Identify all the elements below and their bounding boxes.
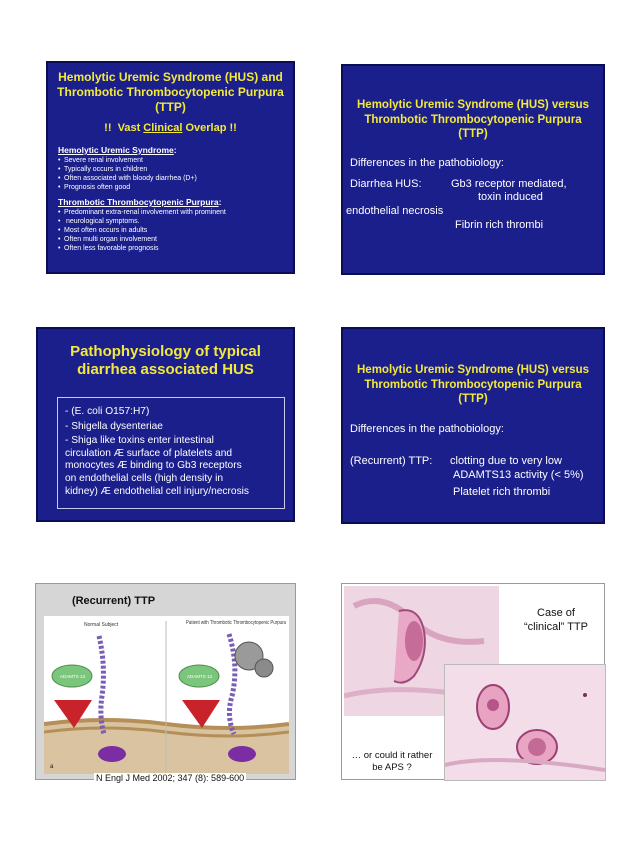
slide-title: (Recurrent) TTP [71,595,156,607]
mechanism-line-2: toxin induced [478,191,543,203]
list-item: - Shigella dysenteriae [65,420,163,432]
differences-label: Differences in the pathobiology: [350,157,504,169]
thrombi-type: Fibrin rich thrombi [455,219,544,231]
aps-caption: … or could it rather be APS ? [351,750,433,773]
ttp-list [58,208,290,253]
panel-right-title: Patient with Thrombotic Thrombocytopenic Purpura [186,620,287,626]
hus-list [58,156,290,192]
slide-clinical-ttp-case [341,583,605,780]
ttp-heading: Thrombotic Thrombocytopenic Purpura: [58,197,222,207]
overlap-banner: !! Vast Clinical Overlap !! [104,122,237,134]
panel-left-title: Normal Subject [84,622,119,628]
mechanism-line-1: clotting due to very low [450,455,562,467]
items [58,398,284,498]
microscopy-vessel-bottom [445,665,605,780]
content-box [57,397,285,509]
differences-label: Differences in the pathobiology: [350,423,504,435]
histology-image-bottom [444,664,606,781]
slide-title: Pathophysiology of typical diarrhea associated HUS [70,343,261,378]
list-item: • Most often occurs in adults [58,226,290,235]
thrombi-type: Platelet rich thrombi [453,486,551,498]
slide-hus-vs-ttp-recurrent [341,327,605,524]
list-item: • Prognosis often good [58,183,290,192]
list-item: circulation Æ surface of platelets and [65,447,233,459]
slide-hus-ttp-overlap [46,61,295,274]
list-item: - Shiga like toxins enter intestinal [65,435,214,447]
list-item: • Often associated with bloody diarrhea (D+) [58,174,290,183]
diarrhea-hus-label: Diarrhea HUS: [350,178,422,190]
slide-recurrent-ttp-figure [35,583,296,783]
nejm-figure [44,616,289,774]
slide-pathophysiology-hus [36,327,295,522]
hus-heading: Hemolytic Uremic Syndrome: [58,145,177,155]
list-item-continuation: • neurological symptoms. [58,217,290,226]
slide-hus-vs-ttp-diarrhea [341,64,605,275]
slide-title: Hemolytic Uremic Syndrome (HUS) and Thrombotic Thrombocytopenic Purpura (TTP) [57,70,284,114]
list-item: • Severe renal involvement [58,156,290,165]
mechanism-line-2: ADAMTS13 activity (< 5%) [453,469,584,481]
panel-letter: a [50,764,54,770]
weibel-palade-right [228,746,256,762]
mechanism-line-3: endothelial necrosis [346,205,444,217]
slide-title: Hemolytic Uremic Syndrome (HUS) versus Thrombotic Thrombocytopenic Purpura (TTP) [357,364,589,405]
slide-title: Hemolytic Uremic Syndrome (HUS) versus Thrombotic Thrombocytopenic Purpura (TTP) [357,99,589,140]
list-item: kidney) Æ endothelial cell injury/necrosis [65,485,250,497]
mechanism-line-1: Gb3 receptor mediated, [451,178,567,190]
list-item: - (E. coli O157:H7) [65,406,150,417]
svg-text:ADAMTS 13: ADAMTS 13 [187,674,213,679]
list-item: • Predominant extra-renal involvement with prominent [58,208,290,217]
list-item: • Often multi organ involvement [58,235,290,244]
weibel-palade-left [98,746,126,762]
list-item: • Typically occurs in children [58,165,290,174]
svg-text:ADAMTS 13: ADAMTS 13 [60,674,86,679]
citation: N Engl J Med 2002; 347 (8): 589-600 [96,773,245,783]
adamts13-diagram [44,616,289,774]
ttp-section [58,197,290,253]
recurrent-ttp-label: (Recurrent) TTP: [350,455,433,467]
case-title: Case of “clinical” TTP [524,607,588,633]
hus-section [58,145,290,192]
binding-site-right [182,700,220,728]
list-item: • Often less favorable prognosis [58,244,290,253]
list-item: on endothelial cells (high density in [65,472,224,484]
list-item: monocytes Æ binding to Gb3 receptors [65,460,242,472]
